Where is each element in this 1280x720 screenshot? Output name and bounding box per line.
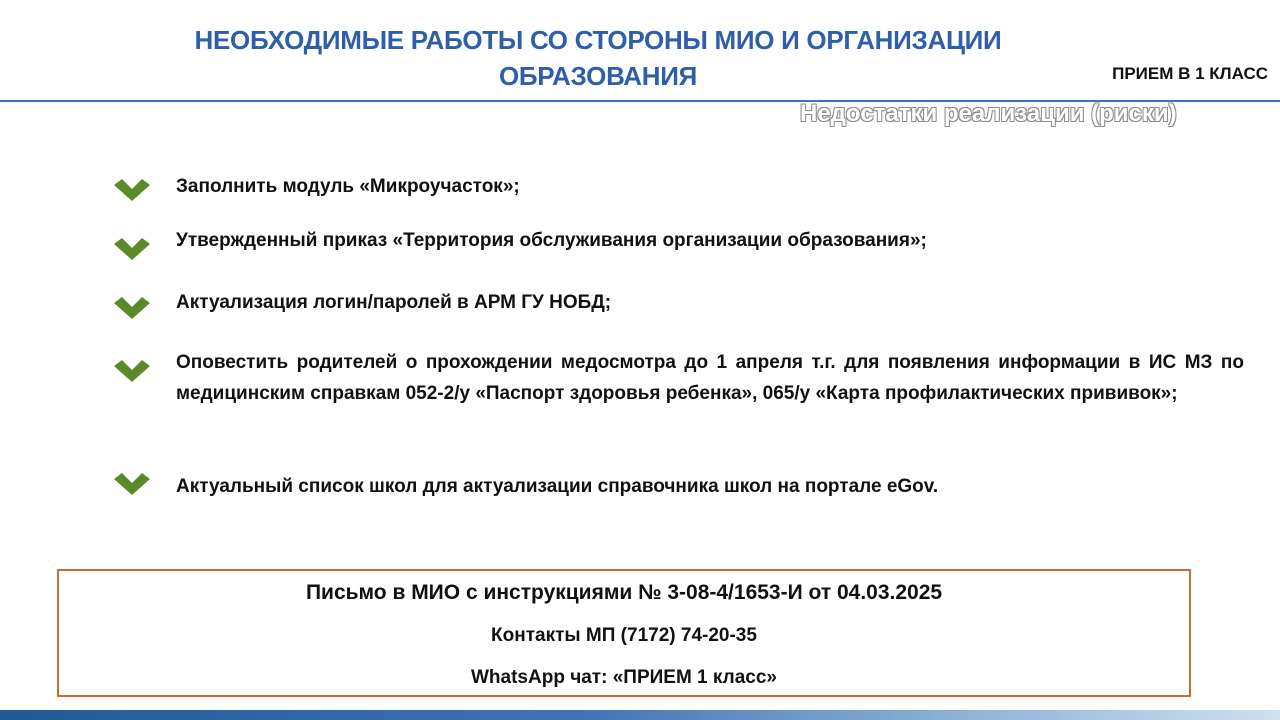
- info-box: [57, 569, 1191, 697]
- ghost-subtitle: Недостатки реализации (риски): [800, 100, 1177, 127]
- bullet-text: Актуальный список школ для актуализации справочника школ на портале eGov.: [176, 476, 939, 497]
- chevron-check-icon: [114, 470, 150, 496]
- letter-reference: Письмо в МИО с инструкциями № 3-08-4/1653-И от 04.03.2025: [305, 581, 943, 604]
- slide-title: НЕОБХОДИМЫЕ РАБОТЫ СО СТОРОНЫ МИО И ОРГАНИЗАЦИИ ОБРАЗОВАНИЯ: [194, 25, 1002, 91]
- chevron-check-icon: [114, 176, 150, 202]
- bullet-text: Оповестить родителей о прохождении медосмотра до 1 апреля т.г. для появления информации в ИС МЗ по медицинским справкам 052-2/у «Паспорт здоровья ребенка», 065/у «Карта профилактических прививок»;: [176, 352, 1244, 404]
- whatsapp-line: WhatsApp чат: «ПРИЕМ 1 класс»: [471, 667, 777, 688]
- bullet-text: Актуализация логин/паролей в АРМ ГУ НОБД;: [176, 292, 612, 313]
- footer-bar: [0, 710, 1280, 720]
- chevron-check-icon: [114, 357, 150, 383]
- bullet-text: Утвержденный приказ «Территория обслуживания организации образования»;: [176, 230, 927, 251]
- chevron-check-icon: [114, 294, 150, 320]
- contacts-line: Контакты МП (7172) 74-20-35: [491, 625, 757, 646]
- chevron-check-icon: [114, 235, 150, 261]
- bullet-text: Заполнить модуль «Микроучасток»;: [176, 176, 520, 197]
- section-tag: ПРИЕМ В 1 КЛАСС: [1112, 64, 1268, 83]
